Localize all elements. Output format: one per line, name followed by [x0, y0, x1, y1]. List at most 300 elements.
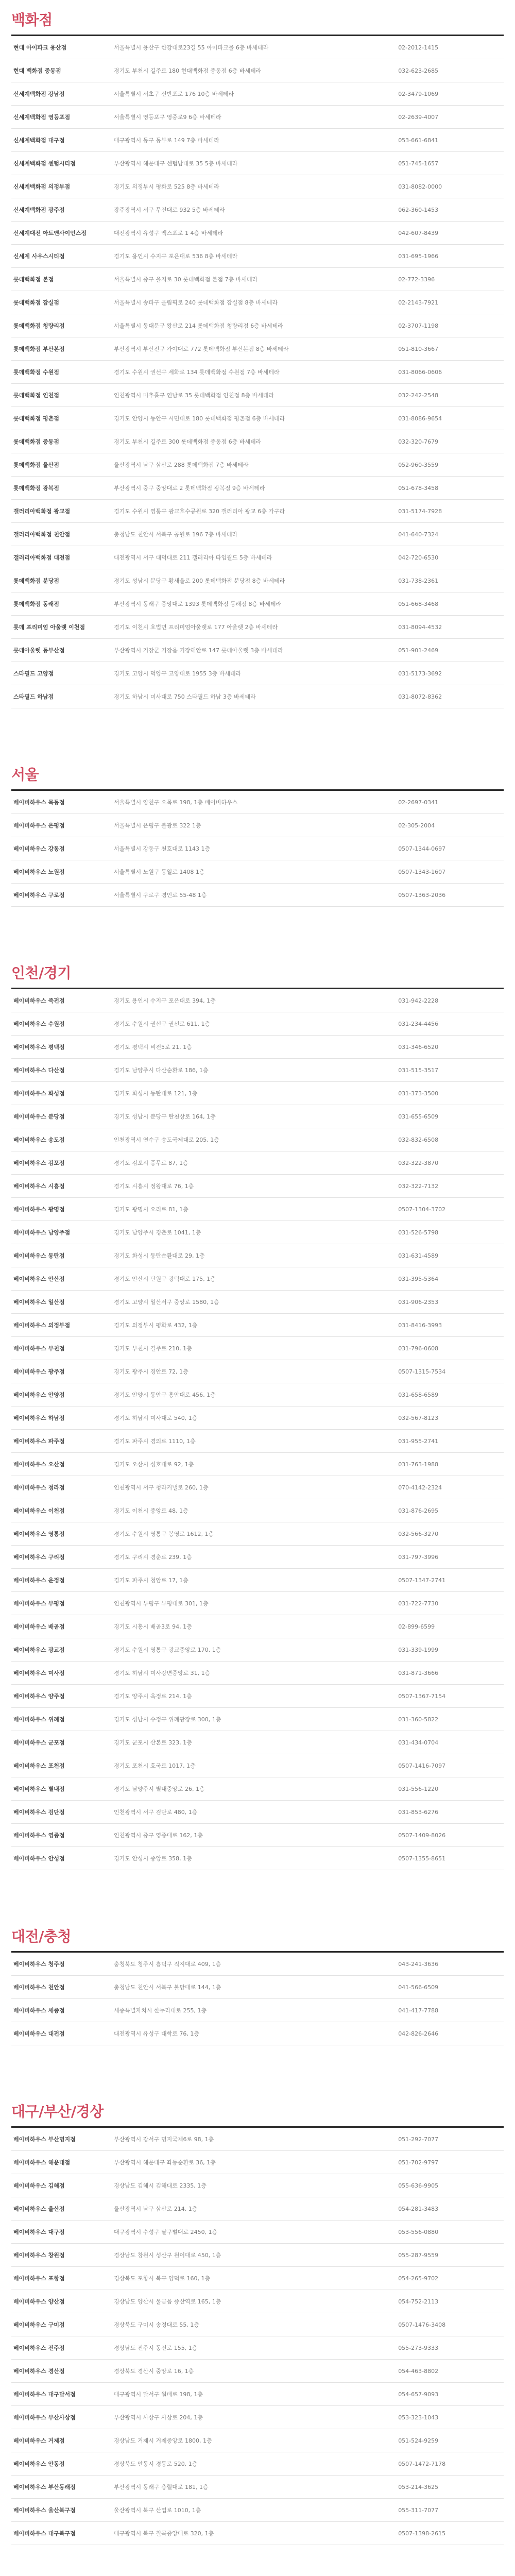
store-address: 서울특별시 송파구 올림픽로 240 롯데백화점 잠실점 8층 바세테라	[114, 299, 278, 306]
store-phone: 042-607-8439	[398, 229, 439, 236]
store-address: 경기도 하남시 미사대로 750 스타필드 하남 3층 바세테라	[114, 693, 256, 700]
store-address: 부산광역시 해운대구 센텀남대로 35 5층 바세테라	[114, 160, 238, 167]
store-phone: 055-636-9905	[398, 2182, 439, 2189]
store-phone: 031-738-2361	[398, 577, 439, 584]
store-phone: 051-678-3458	[398, 484, 439, 492]
store-address: 경기도 광명시 오리로 81, 1층	[114, 1206, 188, 1213]
store-section	[11, 11, 504, 708]
store-address: 대전광역시 서구 대덕대로 211 갤러리아 타임월드 5층 바세테라	[114, 554, 272, 561]
store-row	[11, 129, 504, 152]
store-row	[11, 1638, 504, 1662]
store-address: 경기도 군포시 산본로 323, 1층	[114, 1739, 192, 1746]
store-row	[11, 791, 504, 814]
store-name: 베이비하우스 안양점	[13, 1391, 65, 1398]
store-name: 베이비하우스 부산사상점	[13, 2414, 76, 2421]
store-phone: 0507-1304-3702	[398, 1206, 446, 1213]
store-phone: 031-434-0704	[398, 1739, 439, 1746]
store-address: 경기도 용인시 수지구 포은대로 394, 1층	[114, 997, 216, 1004]
store-phone: 0507-1344-0697	[398, 845, 446, 852]
store-row	[11, 59, 504, 82]
store-phone: 054-281-3483	[398, 2205, 439, 2212]
store-phone: 052-960-3559	[398, 461, 439, 468]
store-name: 롯데백화점 잠실점	[13, 299, 59, 306]
store-phone: 031-631-4589	[398, 1252, 439, 1259]
store-row	[11, 616, 504, 639]
store-row	[11, 1569, 504, 1592]
store-phone: 02-305-2004	[398, 822, 435, 829]
store-phone: 031-346-6520	[398, 1043, 439, 1050]
store-name: 베이비하우스 오산점	[13, 1461, 65, 1468]
store-row	[11, 1953, 504, 1976]
store-address: 부산광역시 해운대구 좌동순환로 36, 1층	[114, 2159, 216, 2166]
store-name: 베이비하우스 구미점	[13, 2321, 65, 2328]
store-address: 경기도 수원시 영통구 광교호수공원로 320 갤러리아 광교 6층 가구라	[114, 507, 285, 515]
store-phone: 053-556-0880	[398, 2228, 439, 2235]
store-address: 부산광역시 부산진구 가야대로 772 롯데백화점 부산본점 8층 바세테라	[114, 345, 289, 352]
store-address: 경기도 고양시 덕양구 고양대로 1955 3층 바세테라	[114, 670, 242, 677]
store-address: 경기도 남양주시 경춘로 1041, 1층	[114, 1229, 201, 1236]
store-phone: 041-417-7788	[398, 2007, 439, 2014]
store-row	[11, 662, 504, 685]
store-row	[11, 106, 504, 129]
store-address: 대전광역시 유성구 대학로 76, 1층	[114, 2030, 200, 2037]
store-phone: 031-8416-3993	[398, 1321, 442, 1329]
store-row	[11, 2476, 504, 2499]
store-name: 베이비하우스 청주점	[13, 1960, 65, 1968]
store-phone: 051-292-7077	[398, 2136, 439, 2143]
store-name: 베이비하우스 별내점	[13, 1785, 65, 1792]
store-name: 베이비하우스 분당점	[13, 1113, 65, 1120]
store-name: 베이비하우스 울산북구점	[13, 2506, 76, 2514]
store-address: 서울특별시 노원구 동일로 1408 1층	[114, 868, 205, 875]
store-name: 베이비하우스 안산점	[13, 1275, 65, 1282]
store-name: 롯데백화점 부산본점	[13, 345, 65, 352]
store-address: 대구광역시 북구 칠곡중앙대로 320, 1층	[114, 2530, 214, 2537]
store-row	[11, 222, 504, 245]
store-row	[11, 2406, 504, 2429]
store-address: 충청북도 청주시 흥덕구 직지대로 409, 1층	[114, 1960, 221, 1968]
section-title: 백화점	[11, 11, 53, 28]
store-address: 충청남도 천안시 서북구 공원로 196 7층 바세테라	[114, 531, 238, 538]
store-row	[11, 198, 504, 222]
store-name: 베이비하우스 영종점	[13, 1832, 65, 1839]
store-address: 울산광역시 북구 산업로 1010, 1층	[114, 2506, 201, 2514]
store-address: 대구광역시 동구 동부로 149 7층 바세테라	[114, 137, 219, 144]
store-phone: 031-853-6276	[398, 1808, 439, 1816]
store-row	[11, 592, 504, 616]
store-address: 경기도 부천시 길주로 300 롯데백화점 중동점 6층 바세테라	[114, 438, 262, 445]
store-address: 경기도 파주시 청암로 17, 1층	[114, 1577, 188, 1584]
store-address: 경상남도 창원시 성산구 원이대로 450, 1층	[114, 2251, 221, 2259]
store-name: 신세계백화점 의정부점	[13, 183, 71, 190]
store-phone: 031-526-5798	[398, 1229, 439, 1236]
store-name: 베이비하우스 청라점	[13, 1484, 65, 1491]
store-name: 롯데 프리미엄 아울렛 이천점	[13, 623, 85, 631]
store-row	[11, 1360, 504, 1383]
store-phone: 0507-1416-7097	[398, 1762, 446, 1769]
store-section	[11, 964, 504, 1870]
store-name: 베이비하우스 다산점	[13, 1066, 65, 1074]
store-row	[11, 36, 504, 59]
store-phone: 031-395-5364	[398, 1275, 439, 1282]
store-address: 부산광역시 사상구 사상로 204, 1층	[114, 2414, 203, 2421]
store-row	[11, 1430, 504, 1453]
store-name: 베이비하우스 일산점	[13, 1298, 65, 1306]
store-address: 부산광역시 강서구 명지국제6로 98, 1층	[114, 2136, 214, 2143]
store-row	[11, 1476, 504, 1499]
store-address: 대전광역시 유성구 엑스포로 1 4층 바세테라	[114, 229, 224, 236]
store-row	[11, 477, 504, 500]
store-phone: 053-661-6841	[398, 137, 439, 144]
store-address: 서울특별시 서초구 신반포로 176 10층 바세테라	[114, 90, 234, 97]
store-address: 인천광역시 중구 영종대로 162, 1층	[114, 1832, 203, 1839]
store-name: 베이비하우스 위례점	[13, 1716, 65, 1723]
store-phone: 0507-1472-7178	[398, 2460, 446, 2467]
store-name: 신세계백화점 광주점	[13, 206, 65, 213]
store-address: 대구광역시 수성구 달구벌대로 2450, 1층	[114, 2228, 218, 2235]
store-name: 신세계대전 아트앤사이언스점	[13, 229, 87, 236]
store-phone: 051-702-9797	[398, 2159, 439, 2166]
store-row	[11, 1383, 504, 1406]
store-phone: 0507-1363-2036	[398, 891, 446, 899]
store-name: 베이비하우스 이천점	[13, 1507, 65, 1514]
store-phone: 041-566-6509	[398, 1984, 439, 1991]
store-phone: 031-8072-8362	[398, 693, 442, 700]
store-row	[11, 1685, 504, 1708]
store-address: 경기도 부천시 길주로 210, 1층	[114, 1345, 192, 1352]
store-row	[11, 1847, 504, 1870]
store-name: 롯데백화점 평촌점	[13, 415, 59, 422]
store-phone: 032-623-2685	[398, 67, 439, 74]
store-phone: 031-5173-3692	[398, 670, 442, 677]
store-phone: 031-763-1988	[398, 1461, 439, 1468]
store-row	[11, 1731, 504, 1754]
store-phone: 043-241-3636	[398, 1960, 439, 1968]
store-row	[11, 1453, 504, 1476]
store-name: 베이비하우스 수원점	[13, 1020, 65, 1027]
store-row	[11, 2151, 504, 2174]
store-phone: 0507-1409-8026	[398, 1832, 446, 1839]
store-name: 베이비하우스 군포점	[13, 1739, 65, 1746]
store-address: 광주광역시 서구 무진대로 932 5층 바세테라	[114, 206, 225, 213]
store-address: 경기도 시흥시 배곧3로 94, 1층	[114, 1623, 192, 1630]
store-address: 경기도 오산시 성호대로 92, 1층	[114, 1461, 194, 1468]
section-title: 대구/부산/경상	[11, 2103, 104, 2120]
store-phone: 062-360-1453	[398, 206, 439, 213]
store-address: 울산광역시 남구 삼산로 288 롯데백화점 7층 바세테라	[114, 461, 249, 468]
store-phone: 02-899-6599	[398, 1623, 435, 1630]
store-name: 베이비하우스 미사점	[13, 1669, 65, 1676]
store-phone: 055-311-7077	[398, 2506, 439, 2514]
store-address: 대구광역시 달서구 월배로 198, 1층	[114, 2391, 203, 2398]
store-name: 베이비하우스 세종점	[13, 2007, 65, 2014]
store-row	[11, 546, 504, 569]
store-name: 베이비하우스 부산명지점	[13, 2136, 76, 2143]
store-row	[11, 1801, 504, 1824]
store-name: 베이비하우스 대구북구점	[13, 2530, 76, 2537]
store-phone: 031-8082-0000	[398, 183, 442, 190]
store-row	[11, 1406, 504, 1430]
store-address: 부산광역시 중구 중앙대로 2 롯데백화점 광복점 9층 바세테라	[114, 484, 265, 492]
store-phone: 070-4142-2324	[398, 1484, 442, 1491]
store-name: 갤러리아백화점 천안점	[13, 531, 71, 538]
store-row	[11, 1615, 504, 1638]
store-phone: 02-3707-1198	[398, 322, 439, 329]
store-phone: 02-2697-0341	[398, 799, 439, 806]
store-name: 베이비하우스 광교점	[13, 1646, 65, 1653]
store-phone: 0507-1367-7154	[398, 1692, 446, 1700]
store-address: 서울특별시 강동구 천호대로 1143 1층	[114, 845, 211, 852]
store-row	[11, 1175, 504, 1198]
store-address: 경기도 수원시 영통구 광교중앙로 170, 1층	[114, 1646, 221, 1653]
store-section	[11, 766, 504, 907]
store-row	[11, 2313, 504, 2336]
store-address: 부산광역시 동래구 중앙대로 1393 롯데백화점 동래점 8층 바세테라	[114, 600, 282, 607]
store-address: 경기도 하남시 미사대로 540, 1층	[114, 1414, 198, 1421]
store-section	[11, 2103, 504, 2545]
store-address: 경기도 안양시 동안구 시민대로 180 롯데백화점 평촌점 6층 바세테라	[114, 415, 285, 422]
store-address: 경상남도 거제시 거제중앙로 1800, 1층	[114, 2437, 212, 2444]
store-phone: 031-8094-4532	[398, 623, 442, 631]
store-row	[11, 1522, 504, 1546]
store-row	[11, 2128, 504, 2151]
store-address: 경상북도 경산시 중앙로 16, 1층	[114, 2367, 194, 2375]
store-name: 베이비하우스 부산동래점	[13, 2483, 76, 2490]
store-name: 롯데백화점 분당점	[13, 577, 59, 584]
store-name: 베이비하우스 화성점	[13, 1090, 65, 1097]
store-phone: 02-3479-1069	[398, 90, 439, 97]
store-phone: 0507-1343-1607	[398, 868, 446, 875]
store-name: 베이비하우스 의정부점	[13, 1321, 71, 1329]
store-row	[11, 407, 504, 430]
store-name: 베이비하우스 검단점	[13, 1808, 65, 1816]
store-row	[11, 1198, 504, 1221]
store-phone: 031-955-2741	[398, 1437, 439, 1445]
store-name: 베이비하우스 경산점	[13, 2367, 65, 2375]
store-phone: 031-906-2353	[398, 1298, 439, 1306]
store-phone: 032-242-2548	[398, 392, 439, 399]
store-address: 경상남도 진주시 동진로 155, 1층	[114, 2344, 198, 2351]
store-row	[11, 837, 504, 860]
store-name: 베이비하우스 거제점	[13, 2437, 65, 2444]
store-row	[11, 1999, 504, 2022]
store-address: 경기도 구리시 경춘로 239, 1층	[114, 1553, 192, 1561]
store-address: 경기도 화성시 동탄대로 121, 1층	[114, 1090, 198, 1097]
store-row	[11, 2174, 504, 2197]
store-row	[11, 860, 504, 884]
store-name: 베이비하우스 양산점	[13, 2298, 65, 2305]
store-row	[11, 245, 504, 268]
store-name: 스타필드 고양점	[13, 670, 54, 677]
store-row	[11, 1314, 504, 1337]
store-row	[11, 175, 504, 198]
store-row	[11, 1592, 504, 1615]
store-address: 울산광역시 남구 삼산로 214, 1층	[114, 2205, 198, 2212]
store-phone: 051-745-1657	[398, 160, 439, 167]
store-address: 경기도 이천시 중앙로 48, 1층	[114, 1507, 188, 1514]
store-row	[11, 1082, 504, 1105]
store-row	[11, 361, 504, 384]
store-phone: 02-2639-4007	[398, 113, 439, 121]
store-row	[11, 314, 504, 337]
store-row	[11, 1499, 504, 1522]
store-phone: 041-640-7324	[398, 531, 439, 538]
store-address: 경기도 안산시 단원구 광덕대로 175, 1층	[114, 1275, 216, 1282]
store-phone: 032-566-3270	[398, 1530, 439, 1537]
store-phone: 031-339-1999	[398, 1646, 439, 1653]
store-name: 현대 백화점 중동점	[13, 67, 61, 74]
section-title: 인천/경기	[11, 964, 71, 981]
store-phone: 0507-1398-2615	[398, 2530, 446, 2537]
store-phone: 031-695-1966	[398, 252, 439, 260]
store-phone: 031-797-3996	[398, 1553, 439, 1561]
store-address: 경기도 안양시 동안구 흥안대로 456, 1층	[114, 1391, 216, 1398]
store-row	[11, 2429, 504, 2452]
store-name: 베이비하우스 구리점	[13, 1553, 65, 1561]
store-row	[11, 2197, 504, 2221]
store-name: 베이비하우스 노원점	[13, 868, 65, 875]
store-address: 경기도 수원시 영통구 봉영로 1612, 1층	[114, 1530, 214, 1537]
store-phone: 032-567-8123	[398, 1414, 439, 1421]
store-row	[11, 2267, 504, 2290]
store-phone: 031-658-6589	[398, 1391, 439, 1398]
section-title: 서울	[11, 766, 39, 783]
store-name: 신세계백화점 강남점	[13, 90, 65, 97]
store-phone: 054-657-9093	[398, 2391, 439, 2398]
store-name: 롯데백화점 수원점	[13, 368, 59, 376]
store-phone: 054-463-8802	[398, 2367, 439, 2375]
store-name: 롯데백화점 중동점	[13, 438, 59, 445]
store-name: 롯데백화점 광복점	[13, 484, 59, 492]
store-row	[11, 2336, 504, 2360]
store-name: 베이비하우스 동탄점	[13, 1252, 65, 1259]
store-name: 베이비하우스 대구점	[13, 2228, 65, 2235]
store-name: 롯데백화점 본점	[13, 276, 54, 283]
store-address: 경기도 광주시 경안로 72, 1층	[114, 1368, 188, 1375]
store-phone: 031-871-3666	[398, 1669, 439, 1676]
store-phone: 031-515-3517	[398, 1066, 439, 1074]
store-address: 경기도 성남시 수정구 위례광장로 300, 1층	[114, 1716, 221, 1723]
store-address: 경기도 남양주시 다산순환로 186, 1층	[114, 1066, 209, 1074]
store-address: 세종특별자치시 한누리대로 255, 1층	[114, 2007, 207, 2014]
store-row	[11, 291, 504, 314]
store-row	[11, 2221, 504, 2244]
store-phone: 031-876-2695	[398, 1507, 439, 1514]
store-row	[11, 1337, 504, 1360]
store-list	[11, 1953, 504, 2045]
store-name: 베이비하우스 광주점	[13, 1368, 65, 1375]
store-phone: 051-810-3667	[398, 345, 439, 352]
store-name: 신세계백화점 센텀시티점	[13, 160, 76, 167]
store-row	[11, 1777, 504, 1801]
store-row	[11, 1059, 504, 1082]
store-row	[11, 2290, 504, 2313]
store-row	[11, 1708, 504, 1731]
store-address: 경기도 성남시 분당구 황새울로 200 롯데백화점 분당점 8층 바세테라	[114, 577, 285, 584]
store-name: 베이비하우스 평택점	[13, 1043, 65, 1050]
store-phone: 02-772-3396	[398, 276, 435, 283]
store-phone: 0507-1347-2741	[398, 1577, 446, 1584]
store-address: 경기도 안성시 중앙로 358, 1층	[114, 1855, 192, 1862]
store-name: 베이비하우스 해운대점	[13, 2159, 71, 2166]
store-address: 경상남도 김해시 김해대로 2335, 1층	[114, 2182, 207, 2189]
store-phone: 053-214-3625	[398, 2483, 439, 2490]
store-address: 서울특별시 은평구 불광로 322 1층	[114, 822, 201, 829]
store-phone: 0507-1476-3408	[398, 2321, 446, 2328]
store-row	[11, 1546, 504, 1569]
store-address: 인천광역시 연수구 송도국제대로 205, 1층	[114, 1136, 219, 1143]
store-row	[11, 2383, 504, 2406]
store-row	[11, 384, 504, 407]
store-row	[11, 337, 504, 361]
store-address: 부산광역시 동래구 충렬대로 181, 1층	[114, 2483, 209, 2490]
store-phone: 031-8086-9654	[398, 415, 442, 422]
store-section	[11, 1928, 504, 2045]
store-row	[11, 2499, 504, 2522]
store-name: 베이비하우스 구로점	[13, 891, 65, 899]
store-name: 베이비하우스 양주점	[13, 1692, 65, 1700]
store-name: 베이비하우스 대구달서점	[13, 2391, 76, 2398]
store-row	[11, 2022, 504, 2045]
store-row	[11, 1754, 504, 1777]
store-address: 경기도 고양시 일산서구 중앙로 1580, 1층	[114, 1298, 219, 1306]
store-list	[11, 36, 504, 708]
store-phone: 031-373-3500	[398, 1090, 439, 1097]
store-address: 인천광역시 부평구 부평대로 301, 1층	[114, 1600, 209, 1607]
store-phone: 031-655-6509	[398, 1113, 439, 1120]
store-address: 경기도 하남시 미사강변중앙로 31, 1층	[114, 1669, 211, 1676]
store-row	[11, 82, 504, 106]
store-row	[11, 2244, 504, 2267]
store-name: 베이비하우스 광명점	[13, 1206, 65, 1213]
store-address: 경기도 이천시 호법면 프리미엄아울렛로 177 아울렛 2층 바세테라	[114, 623, 278, 631]
store-name: 베이비하우스 은평점	[13, 822, 65, 829]
store-name: 롯데백화점 청량리점	[13, 322, 65, 329]
store-address: 경기도 용인시 수지구 포은대로 536 8층 바세테라	[114, 252, 238, 260]
store-row	[11, 1267, 504, 1291]
store-address: 경기도 화성시 동탄순환대로 29, 1층	[114, 1252, 205, 1259]
store-row	[11, 685, 504, 708]
store-name: 갤러리아백화점 대전점	[13, 554, 71, 561]
store-phone: 054-752-2113	[398, 2298, 439, 2305]
store-list	[11, 791, 504, 907]
store-address: 경기도 수원시 권선구 세화로 134 롯데백화점 수원점 7층 바세테라	[114, 368, 280, 376]
store-address: 경기도 의정부시 평화로 432, 1층	[114, 1321, 198, 1329]
store-address: 서울특별시 용산구 한강대로23길 55 아이파크몰 6층 바세테라	[114, 44, 269, 51]
store-row	[11, 884, 504, 907]
store-name: 베이비하우스 포천점	[13, 1762, 65, 1769]
store-name: 베이비하우스 포항점	[13, 2275, 65, 2282]
store-row	[11, 1824, 504, 1847]
store-address: 경기도 부천시 길주로 180 현대백화점 중동점 6층 바세테라	[114, 67, 262, 74]
store-name: 베이비하우스 하남점	[13, 1414, 65, 1421]
store-name: 베이비하우스 송도점	[13, 1136, 65, 1143]
store-phone: 051-901-2469	[398, 647, 439, 654]
store-row	[11, 1221, 504, 1244]
store-phone: 032-322-3870	[398, 1159, 439, 1166]
store-name: 스타필드 하남점	[13, 693, 54, 700]
store-row	[11, 569, 504, 592]
store-phone: 031-942-2228	[398, 997, 439, 1004]
store-phone: 031-5174-7928	[398, 507, 442, 515]
section-title: 대전/충청	[11, 1928, 71, 1945]
store-name: 베이비하우스 창원점	[13, 2251, 65, 2259]
store-row	[11, 523, 504, 546]
store-address: 경상남도 양산시 물금읍 증산역로 165, 1층	[114, 2298, 221, 2305]
store-list	[11, 2128, 504, 2545]
store-address: 경상북도 포항시 북구 양덕로 160, 1층	[114, 2275, 211, 2282]
store-name: 신세계백화점 대구점	[13, 137, 65, 144]
